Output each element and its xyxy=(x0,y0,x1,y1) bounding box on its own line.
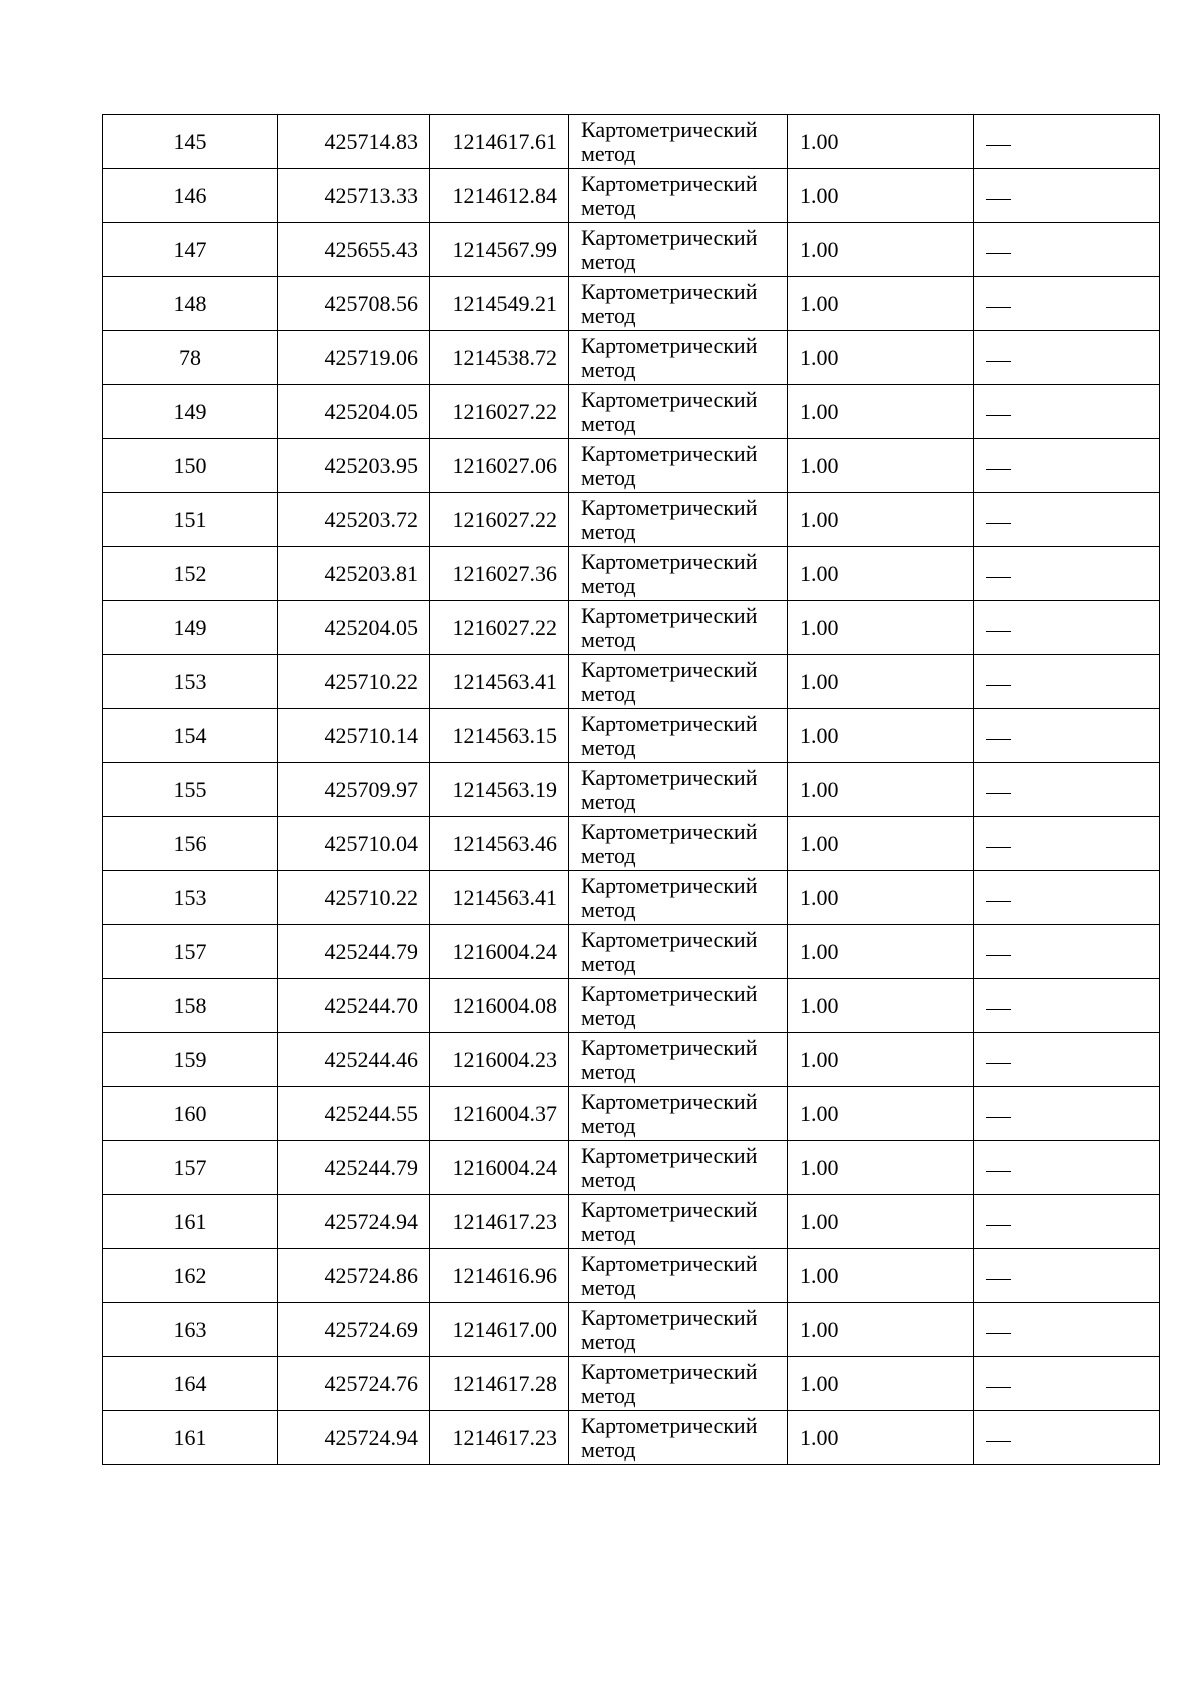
x-coordinate-cell: 425713.33 xyxy=(278,169,430,223)
x-coordinate-cell: 425708.56 xyxy=(278,277,430,331)
dash-mark xyxy=(986,847,1011,848)
description-cell xyxy=(974,493,1160,547)
dash-mark xyxy=(986,1333,1011,1334)
x-coordinate-cell: 425655.43 xyxy=(278,223,430,277)
method-line-2: метод xyxy=(581,896,636,922)
method-line-1: Картометрический xyxy=(581,170,758,196)
accuracy-cell: 1.00 xyxy=(788,1357,974,1411)
description-cell xyxy=(974,817,1160,871)
table-row xyxy=(103,331,1160,385)
method-line-2: метод xyxy=(581,788,636,814)
point-number-cell: 147 xyxy=(103,223,278,277)
method-line-1: Картометрический xyxy=(581,332,758,358)
y-coordinate-cell: 1214538.72 xyxy=(430,331,569,385)
y-coordinate-cell: 1214567.99 xyxy=(430,223,569,277)
method-line-2: метод xyxy=(581,1328,636,1354)
y-coordinate-cell: 1214563.41 xyxy=(430,871,569,925)
method-line-2: метод xyxy=(581,302,636,328)
method-line-1: Картометрический xyxy=(581,656,758,682)
y-coordinate-cell: 1216027.22 xyxy=(430,493,569,547)
method-cell xyxy=(569,1357,788,1411)
dash-mark xyxy=(986,631,1011,632)
table-row xyxy=(103,925,1160,979)
y-coordinate-cell: 1214549.21 xyxy=(430,277,569,331)
description-cell xyxy=(974,925,1160,979)
description-cell xyxy=(974,655,1160,709)
description-cell xyxy=(974,331,1160,385)
y-coordinate-cell: 1216027.22 xyxy=(430,601,569,655)
x-coordinate-cell: 425244.79 xyxy=(278,1141,430,1195)
method-line-1: Картометрический xyxy=(581,602,758,628)
accuracy-cell: 1.00 xyxy=(788,871,974,925)
method-cell xyxy=(569,1303,788,1357)
y-coordinate-cell: 1216004.37 xyxy=(430,1087,569,1141)
table-row xyxy=(103,817,1160,871)
coordinates-sheet xyxy=(102,114,1159,1465)
description-cell xyxy=(974,439,1160,493)
x-coordinate-cell: 425204.05 xyxy=(278,601,430,655)
method-line-2: метод xyxy=(581,464,636,490)
method-line-2: метод xyxy=(581,842,636,868)
description-cell xyxy=(974,871,1160,925)
accuracy-cell: 1.00 xyxy=(788,1087,974,1141)
description-cell xyxy=(974,979,1160,1033)
table-row xyxy=(103,439,1160,493)
method-line-2: метод xyxy=(581,248,636,274)
x-coordinate-cell: 425724.94 xyxy=(278,1411,430,1465)
point-number-cell: 159 xyxy=(103,1033,278,1087)
y-coordinate-cell: 1214563.41 xyxy=(430,655,569,709)
description-cell xyxy=(974,1249,1160,1303)
accuracy-cell: 1.00 xyxy=(788,1033,974,1087)
method-cell xyxy=(569,547,788,601)
dash-mark xyxy=(986,793,1011,794)
x-coordinate-cell: 425724.86 xyxy=(278,1249,430,1303)
point-number-cell: 163 xyxy=(103,1303,278,1357)
method-line-2: метод xyxy=(581,734,636,760)
method-line-2: метод xyxy=(581,1220,636,1246)
x-coordinate-cell: 425203.95 xyxy=(278,439,430,493)
method-cell xyxy=(569,601,788,655)
point-number-cell: 146 xyxy=(103,169,278,223)
method-cell xyxy=(569,1033,788,1087)
accuracy-cell: 1.00 xyxy=(788,655,974,709)
description-cell xyxy=(974,385,1160,439)
accuracy-cell: 1.00 xyxy=(788,547,974,601)
x-coordinate-cell: 425709.97 xyxy=(278,763,430,817)
dash-mark xyxy=(986,253,1011,254)
x-coordinate-cell: 425204.05 xyxy=(278,385,430,439)
table-row xyxy=(103,871,1160,925)
method-line-1: Картометрический xyxy=(581,872,758,898)
description-cell xyxy=(974,1033,1160,1087)
accuracy-cell: 1.00 xyxy=(788,1141,974,1195)
y-coordinate-cell: 1216004.23 xyxy=(430,1033,569,1087)
y-coordinate-cell: 1216004.08 xyxy=(430,979,569,1033)
dash-mark xyxy=(986,307,1011,308)
method-cell xyxy=(569,871,788,925)
y-coordinate-cell: 1216027.22 xyxy=(430,385,569,439)
point-number-cell: 157 xyxy=(103,1141,278,1195)
method-cell xyxy=(569,925,788,979)
method-cell xyxy=(569,1195,788,1249)
point-number-cell: 145 xyxy=(103,115,278,169)
table-row xyxy=(103,1195,1160,1249)
table-row xyxy=(103,223,1160,277)
y-coordinate-cell: 1216027.06 xyxy=(430,439,569,493)
description-cell xyxy=(974,1195,1160,1249)
table-row xyxy=(103,1411,1160,1465)
method-line-2: метод xyxy=(581,950,636,976)
accuracy-cell: 1.00 xyxy=(788,979,974,1033)
method-line-2: метод xyxy=(581,626,636,652)
dash-mark xyxy=(986,1387,1011,1388)
method-line-2: метод xyxy=(581,518,636,544)
description-cell xyxy=(974,547,1160,601)
dash-mark xyxy=(986,415,1011,416)
table-row xyxy=(103,1033,1160,1087)
x-coordinate-cell: 425244.79 xyxy=(278,925,430,979)
dash-mark xyxy=(986,739,1011,740)
method-line-1: Картометрический xyxy=(581,1304,758,1330)
method-line-2: метод xyxy=(581,1436,636,1462)
method-cell xyxy=(569,331,788,385)
point-number-cell: 148 xyxy=(103,277,278,331)
x-coordinate-cell: 425244.70 xyxy=(278,979,430,1033)
x-coordinate-cell: 425710.22 xyxy=(278,871,430,925)
point-number-cell: 152 xyxy=(103,547,278,601)
accuracy-cell: 1.00 xyxy=(788,1249,974,1303)
dash-mark xyxy=(986,1171,1011,1172)
point-number-cell: 157 xyxy=(103,925,278,979)
description-cell xyxy=(974,169,1160,223)
dash-mark xyxy=(986,685,1011,686)
description-cell xyxy=(974,1141,1160,1195)
method-cell xyxy=(569,439,788,493)
method-line-2: метод xyxy=(581,680,636,706)
dash-mark xyxy=(986,145,1011,146)
accuracy-cell: 1.00 xyxy=(788,493,974,547)
dash-mark xyxy=(986,1225,1011,1226)
table-row xyxy=(103,1141,1160,1195)
dash-mark xyxy=(986,1279,1011,1280)
method-line-1: Картометрический xyxy=(581,1142,758,1168)
table-row xyxy=(103,763,1160,817)
accuracy-cell: 1.00 xyxy=(788,709,974,763)
method-cell xyxy=(569,979,788,1033)
method-cell xyxy=(569,817,788,871)
x-coordinate-cell: 425710.04 xyxy=(278,817,430,871)
y-coordinate-cell: 1216004.24 xyxy=(430,925,569,979)
method-line-1: Картометрический xyxy=(581,386,758,412)
description-cell xyxy=(974,763,1160,817)
method-line-2: метод xyxy=(581,1112,636,1138)
point-number-cell: 155 xyxy=(103,763,278,817)
method-line-1: Картометрический xyxy=(581,116,758,142)
method-cell xyxy=(569,1249,788,1303)
table-row xyxy=(103,385,1160,439)
y-coordinate-cell: 1216004.24 xyxy=(430,1141,569,1195)
method-line-1: Картометрический xyxy=(581,1250,758,1276)
method-line-2: метод xyxy=(581,1274,636,1300)
table-row xyxy=(103,979,1160,1033)
dash-mark xyxy=(986,523,1011,524)
y-coordinate-cell: 1214616.96 xyxy=(430,1249,569,1303)
x-coordinate-cell: 425203.81 xyxy=(278,547,430,601)
y-coordinate-cell: 1214617.00 xyxy=(430,1303,569,1357)
method-cell xyxy=(569,709,788,763)
method-cell xyxy=(569,115,788,169)
accuracy-cell: 1.00 xyxy=(788,331,974,385)
method-line-1: Картометрический xyxy=(581,224,758,250)
method-line-1: Картометрический xyxy=(581,1358,758,1384)
point-number-cell: 149 xyxy=(103,601,278,655)
method-line-1: Картометрический xyxy=(581,548,758,574)
table-row xyxy=(103,1249,1160,1303)
point-number-cell: 158 xyxy=(103,979,278,1033)
table-row xyxy=(103,277,1160,331)
method-line-2: метод xyxy=(581,1058,636,1084)
accuracy-cell: 1.00 xyxy=(788,925,974,979)
dash-mark xyxy=(986,901,1011,902)
y-coordinate-cell: 1214617.28 xyxy=(430,1357,569,1411)
y-coordinate-cell: 1214617.61 xyxy=(430,115,569,169)
description-cell xyxy=(974,115,1160,169)
x-coordinate-cell: 425710.14 xyxy=(278,709,430,763)
method-line-2: метод xyxy=(581,356,636,382)
y-coordinate-cell: 1214563.15 xyxy=(430,709,569,763)
method-line-1: Картометрический xyxy=(581,926,758,952)
description-cell xyxy=(974,1357,1160,1411)
accuracy-cell: 1.00 xyxy=(788,601,974,655)
x-coordinate-cell: 425724.69 xyxy=(278,1303,430,1357)
x-coordinate-cell: 425244.55 xyxy=(278,1087,430,1141)
method-line-2: метод xyxy=(581,1166,636,1192)
coordinates-table xyxy=(102,114,1160,1465)
method-line-1: Картометрический xyxy=(581,494,758,520)
method-line-2: метод xyxy=(581,1382,636,1408)
method-cell xyxy=(569,385,788,439)
table-row xyxy=(103,709,1160,763)
point-number-cell: 150 xyxy=(103,439,278,493)
y-coordinate-cell: 1214563.46 xyxy=(430,817,569,871)
accuracy-cell: 1.00 xyxy=(788,1303,974,1357)
table-row xyxy=(103,1357,1160,1411)
method-cell xyxy=(569,763,788,817)
point-number-cell: 162 xyxy=(103,1249,278,1303)
description-cell xyxy=(974,1087,1160,1141)
accuracy-cell: 1.00 xyxy=(788,1195,974,1249)
table-row xyxy=(103,115,1160,169)
method-cell xyxy=(569,277,788,331)
table-row xyxy=(103,547,1160,601)
point-number-cell: 156 xyxy=(103,817,278,871)
dash-mark xyxy=(986,1441,1011,1442)
method-line-2: метод xyxy=(581,140,636,166)
table-row xyxy=(103,655,1160,709)
point-number-cell: 161 xyxy=(103,1195,278,1249)
dash-mark xyxy=(986,577,1011,578)
description-cell xyxy=(974,1411,1160,1465)
description-cell xyxy=(974,277,1160,331)
table-row xyxy=(103,493,1160,547)
description-cell xyxy=(974,709,1160,763)
method-cell xyxy=(569,1087,788,1141)
method-cell xyxy=(569,493,788,547)
method-line-1: Картометрический xyxy=(581,278,758,304)
point-number-cell: 153 xyxy=(103,871,278,925)
method-cell xyxy=(569,655,788,709)
accuracy-cell: 1.00 xyxy=(788,817,974,871)
method-line-2: метод xyxy=(581,194,636,220)
description-cell xyxy=(974,1303,1160,1357)
point-number-cell: 78 xyxy=(103,331,278,385)
point-number-cell: 161 xyxy=(103,1411,278,1465)
x-coordinate-cell: 425203.72 xyxy=(278,493,430,547)
point-number-cell: 160 xyxy=(103,1087,278,1141)
y-coordinate-cell: 1216027.36 xyxy=(430,547,569,601)
dash-mark xyxy=(986,361,1011,362)
accuracy-cell: 1.00 xyxy=(788,1411,974,1465)
method-line-1: Картометрический xyxy=(581,440,758,466)
table-body xyxy=(103,115,1160,1465)
point-number-cell: 164 xyxy=(103,1357,278,1411)
method-cell xyxy=(569,1141,788,1195)
method-line-1: Картометрический xyxy=(581,1034,758,1060)
method-cell xyxy=(569,1411,788,1465)
y-coordinate-cell: 1214563.19 xyxy=(430,763,569,817)
method-line-2: метод xyxy=(581,572,636,598)
accuracy-cell: 1.00 xyxy=(788,439,974,493)
method-line-1: Картометрический xyxy=(581,710,758,736)
description-cell xyxy=(974,601,1160,655)
point-number-cell: 151 xyxy=(103,493,278,547)
x-coordinate-cell: 425244.46 xyxy=(278,1033,430,1087)
y-coordinate-cell: 1214617.23 xyxy=(430,1195,569,1249)
x-coordinate-cell: 425714.83 xyxy=(278,115,430,169)
accuracy-cell: 1.00 xyxy=(788,169,974,223)
y-coordinate-cell: 1214617.23 xyxy=(430,1411,569,1465)
dash-mark xyxy=(986,1009,1011,1010)
point-number-cell: 153 xyxy=(103,655,278,709)
table-row xyxy=(103,1303,1160,1357)
x-coordinate-cell: 425724.94 xyxy=(278,1195,430,1249)
dash-mark xyxy=(986,1117,1011,1118)
method-line-2: метод xyxy=(581,1004,636,1030)
table-row xyxy=(103,601,1160,655)
x-coordinate-cell: 425724.76 xyxy=(278,1357,430,1411)
point-number-cell: 154 xyxy=(103,709,278,763)
method-line-1: Картометрический xyxy=(581,1412,758,1438)
accuracy-cell: 1.00 xyxy=(788,223,974,277)
method-cell xyxy=(569,169,788,223)
accuracy-cell: 1.00 xyxy=(788,115,974,169)
table-row xyxy=(103,169,1160,223)
method-line-1: Картометрический xyxy=(581,1088,758,1114)
method-cell xyxy=(569,223,788,277)
method-line-2: метод xyxy=(581,410,636,436)
table-row xyxy=(103,1087,1160,1141)
dash-mark xyxy=(986,1063,1011,1064)
dash-mark xyxy=(986,955,1011,956)
method-line-1: Картометрический xyxy=(581,980,758,1006)
y-coordinate-cell: 1214612.84 xyxy=(430,169,569,223)
x-coordinate-cell: 425719.06 xyxy=(278,331,430,385)
x-coordinate-cell: 425710.22 xyxy=(278,655,430,709)
point-number-cell: 149 xyxy=(103,385,278,439)
method-line-1: Картометрический xyxy=(581,818,758,844)
dash-mark xyxy=(986,469,1011,470)
accuracy-cell: 1.00 xyxy=(788,385,974,439)
description-cell xyxy=(974,223,1160,277)
accuracy-cell: 1.00 xyxy=(788,277,974,331)
accuracy-cell: 1.00 xyxy=(788,763,974,817)
method-line-1: Картометрический xyxy=(581,1196,758,1222)
method-line-1: Картометрический xyxy=(581,764,758,790)
dash-mark xyxy=(986,199,1011,200)
